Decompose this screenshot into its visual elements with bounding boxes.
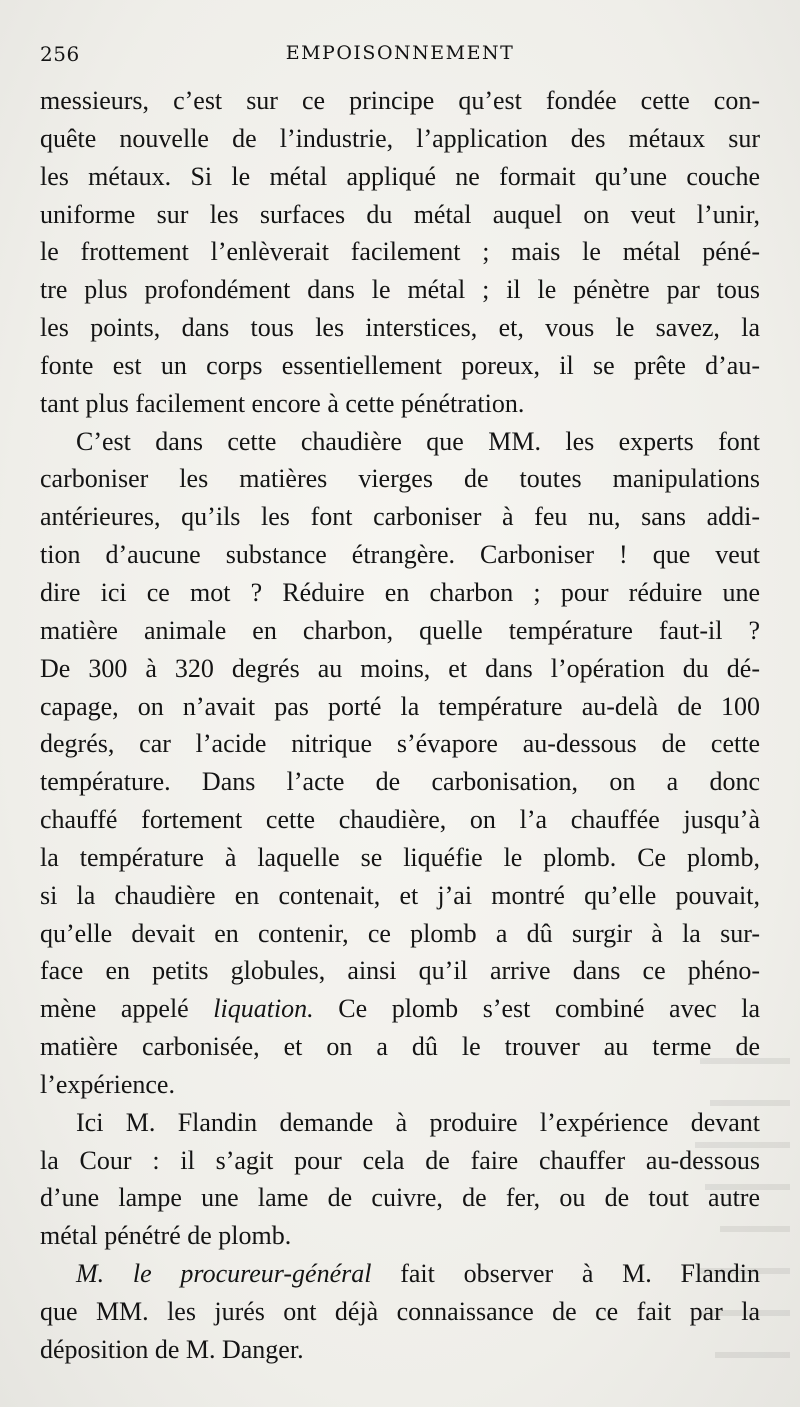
- line-segment: mène appelé: [40, 994, 214, 1024]
- paragraph-first-line: Ici M. Flandin demande à produire l’expérience devant: [76, 1107, 760, 1137]
- text-line: messieurs, c’est sur ce principe qu’est fondée cette con-: [40, 86, 760, 115]
- paragraph-first-line: C’est dans cette chaudière que MM. les experts font: [76, 426, 760, 456]
- text-line: l’expérience.: [40, 1069, 175, 1099]
- text-line: déposition de M. Danger.: [40, 1334, 304, 1364]
- text-line: fonte est un corps essentiellement poreux, il se prête d’au-: [40, 350, 760, 380]
- text-line: face en petits globules, ainsi qu’il arrive dans ce phéno-: [40, 956, 760, 986]
- italic-term: liquation.: [213, 994, 314, 1024]
- text-line: dire ici ce mot ? Réduire en charbon ; pour réduire une: [40, 577, 760, 607]
- text-line: matière carbonisée, et on a dû le trouver au terme de: [40, 1032, 760, 1062]
- text-line: si la chaudière en contenait, et j’ai montré qu’elle pouvait,: [40, 880, 760, 910]
- text-line: qu’elle devait en contenir, ce plomb a dû surgir à la sur-: [40, 918, 760, 948]
- text-line: tant plus facilement encore à cette pénétration.: [40, 388, 525, 418]
- line-segment: Ce plomb s’est combiné avec la: [313, 994, 760, 1024]
- text-line: les métaux. Si le métal appliqué ne formait qu’une couche: [40, 161, 760, 191]
- text-line: température. Dans l’acte de carbonisation, on a donc: [40, 767, 760, 797]
- text-line: que MM. les jurés ont déjà connaissance de ce fait par la: [40, 1297, 760, 1326]
- speaker-name: M. le procureur-général: [76, 1259, 372, 1289]
- text-line: métal pénétré de plomb.: [40, 1221, 292, 1251]
- text-line: chauffé fortement cette chaudière, on l’a chauffée jusqu’à: [40, 805, 760, 835]
- text-line: De 300 à 320 degrés au moins, et dans l’opération du dé-: [40, 653, 760, 683]
- body-text: [40, 82, 760, 1369]
- text-line: la Cour : il s’agit pour cela de faire chauffer au-dessous: [40, 1145, 760, 1175]
- text-line: capage, on n’avait pas porté la température au-delà de 100: [40, 691, 760, 721]
- text-line: uniforme sur les surfaces du métal auquel on veut l’unir,: [40, 199, 760, 229]
- text-line: carboniser les matières vierges de toutes manipulations: [40, 464, 760, 494]
- text-line: tre plus profondément dans le métal ; il le pénètre par tous: [40, 275, 760, 305]
- page-header: [40, 42, 760, 70]
- text-line: antérieures, qu’ils les font carboniser à feu nu, sans addi-: [40, 502, 760, 532]
- line-segment: fait observer à M. Flandin: [371, 1259, 760, 1289]
- text-line: matière animale en charbon, quelle température faut-il ?: [40, 615, 760, 645]
- text-line: d’une lampe une lame de cuivre, de fer, ou de tout autre: [40, 1183, 760, 1213]
- paragraph-first-line: [40, 1255, 760, 1293]
- text-line: les points, dans tous les interstices, et, vous le savez, la: [40, 313, 760, 343]
- text-line: tion d’aucune substance étrangère. Carboniser ! que veut: [40, 540, 760, 570]
- text-line: [40, 990, 760, 1028]
- text-line: degrés, car l’acide nitrique s’évapore au-dessous de cette: [40, 729, 760, 759]
- page-number: 256: [40, 42, 80, 66]
- text-line: quête nouvelle de l’industrie, l’application des métaux sur: [40, 123, 760, 153]
- running-head: EMPOISONNEMENT: [285, 42, 515, 64]
- text-line: le frottement l’enlèverait facilement ; mais le métal péné-: [40, 237, 760, 267]
- text-line: la température à laquelle se liquéfie le plomb. Ce plomb,: [40, 842, 760, 872]
